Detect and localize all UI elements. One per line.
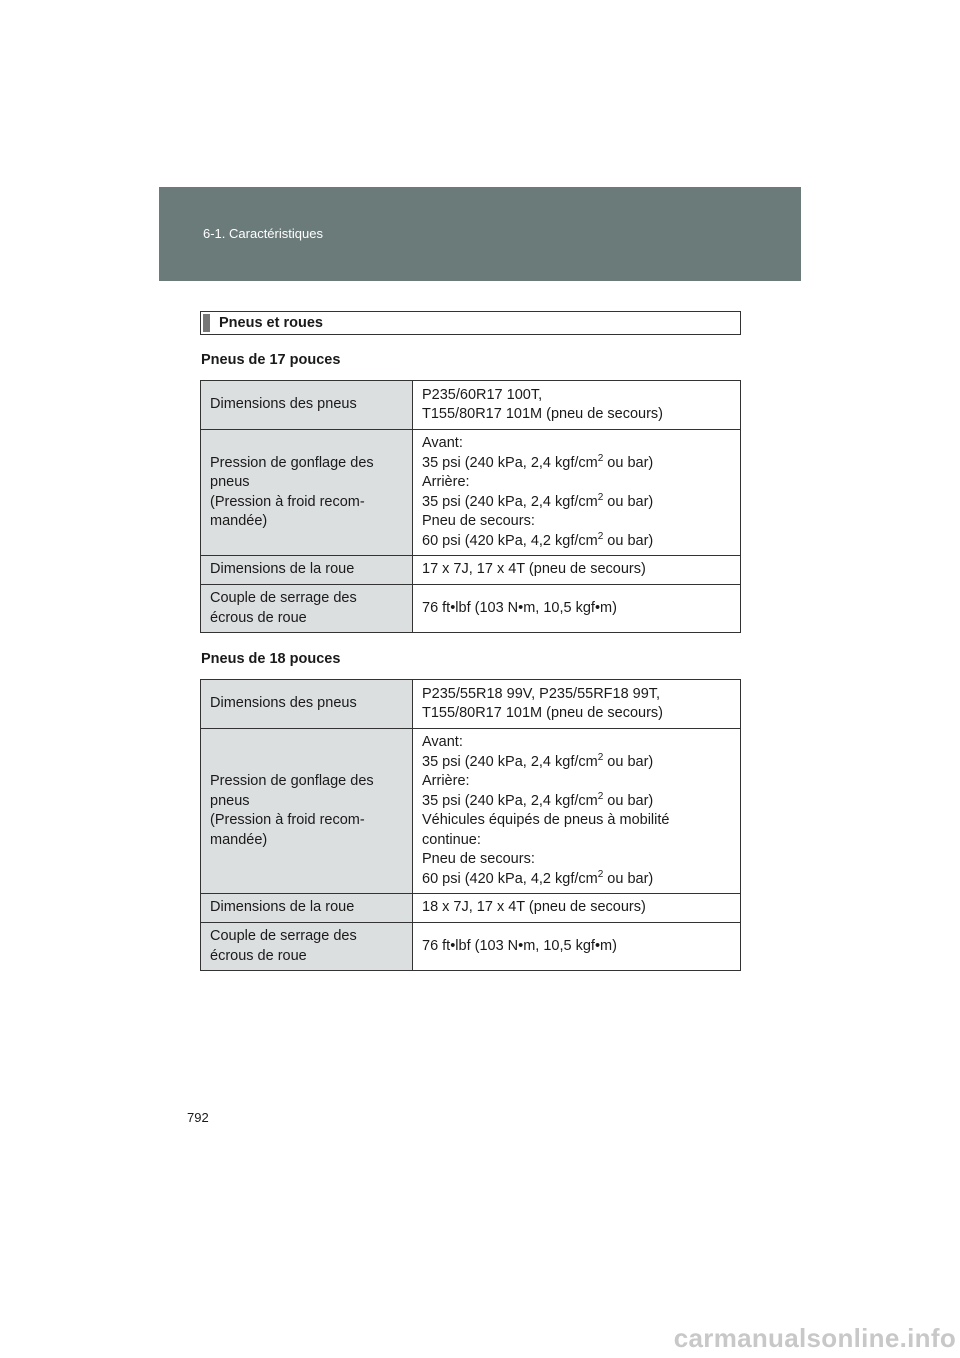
section-title: Pneus et roues (219, 315, 323, 331)
value-line: P235/60R17 100T, (422, 386, 543, 403)
row-value: 17 x 7J, 17 x 4T (pneu de secours) (413, 556, 741, 585)
row-label: Dimensions des pneus (201, 381, 413, 430)
value-line: T155/80R17 101M (pneu de secours) (422, 705, 664, 721)
row-value (413, 680, 741, 729)
table-row (201, 680, 741, 729)
spec-table-18 (200, 679, 741, 971)
title-marker (203, 314, 210, 332)
table-row (201, 556, 741, 585)
table-row (201, 381, 741, 430)
value-line: Véhicules équipés de pneus à mobilité (422, 812, 670, 828)
value-line: continue: (422, 831, 481, 848)
value-line: 35 psi (240 kPa, 2,4 kgf/$cm^2$ ou bar) (422, 491, 654, 510)
label-line: mandée) (210, 513, 268, 529)
row-value: 76 ft•lbf (103 N•m, 10,5 kgf•m) (413, 585, 741, 633)
label-line: mandée) (210, 831, 268, 848)
label-line: Couple de serrage des (210, 928, 357, 944)
label-line: pneus (210, 792, 250, 809)
row-label (201, 585, 413, 633)
label-line: Pression de gonflage des (210, 454, 374, 471)
value-line: Pneu de secours: (422, 851, 535, 867)
table-heading-17: Pneus de 17 pouces (201, 352, 341, 368)
label-line: (Pression à froid recom- (210, 812, 365, 828)
value-line: Arrière: (422, 773, 470, 789)
value-line: Arrière: (422, 474, 470, 490)
row-label (201, 923, 413, 971)
row-value (413, 729, 741, 894)
value-line: Avant: (422, 734, 463, 750)
watermark: carmanualsonline.info (673, 1323, 956, 1353)
table-row (201, 729, 741, 894)
label-line: (Pression à froid recom- (210, 493, 365, 510)
label-line: pneus (210, 474, 250, 490)
table-row (201, 585, 741, 633)
value-line: 60 psi (420 kPa, 4,2 kgf/$cm^2$ ou bar) (422, 868, 654, 887)
value-line: Avant: (422, 435, 463, 451)
label-line: écrous de roue (210, 947, 307, 964)
section-title-box (200, 311, 741, 335)
value-line: 35 psi (240 kPa, 2,4 kgf/$cm^2$ ou bar) (422, 452, 654, 471)
value-line: 35 psi (240 kPa, 2,4 kgf/$cm^2$ ou bar) (422, 790, 654, 809)
table-row (201, 923, 741, 971)
table-row (201, 894, 741, 923)
value-line: T155/80R17 101M (pneu de secours) (422, 406, 664, 422)
row-label: Dimensions des pneus (201, 680, 413, 729)
row-label: Dimensions de la roue (201, 556, 413, 585)
value-line: 60 psi (420 kPa, 4,2 kgf/$cm^2$ ou bar) (422, 530, 654, 549)
table-heading-18: Pneus de 18 pouces (201, 651, 341, 667)
value-line: P235/55R18 99V, P235/55RF18 99T, (422, 685, 661, 702)
label-line: Pression de gonflage des (210, 773, 374, 789)
value-line: Pneu de secours: (422, 513, 535, 529)
table-row (201, 430, 741, 556)
page-number: 792 (187, 1110, 209, 1125)
label-line: Couple de serrage des (210, 590, 357, 606)
row-value (413, 381, 741, 430)
row-label (201, 729, 413, 894)
section-label: 6-1. Caractéristiques (203, 226, 323, 241)
row-label: Dimensions de la roue (201, 894, 413, 923)
label-line: écrous de roue (210, 609, 307, 626)
row-value: 18 x 7J, 17 x 4T (pneu de secours) (413, 894, 741, 923)
row-value: 76 ft•lbf (103 N•m, 10,5 kgf•m) (413, 923, 741, 971)
row-value (413, 430, 741, 556)
spec-table-17 (200, 380, 741, 633)
row-label (201, 430, 413, 556)
value-line: 35 psi (240 kPa, 2,4 kgf/$cm^2$ ou bar) (422, 751, 654, 770)
